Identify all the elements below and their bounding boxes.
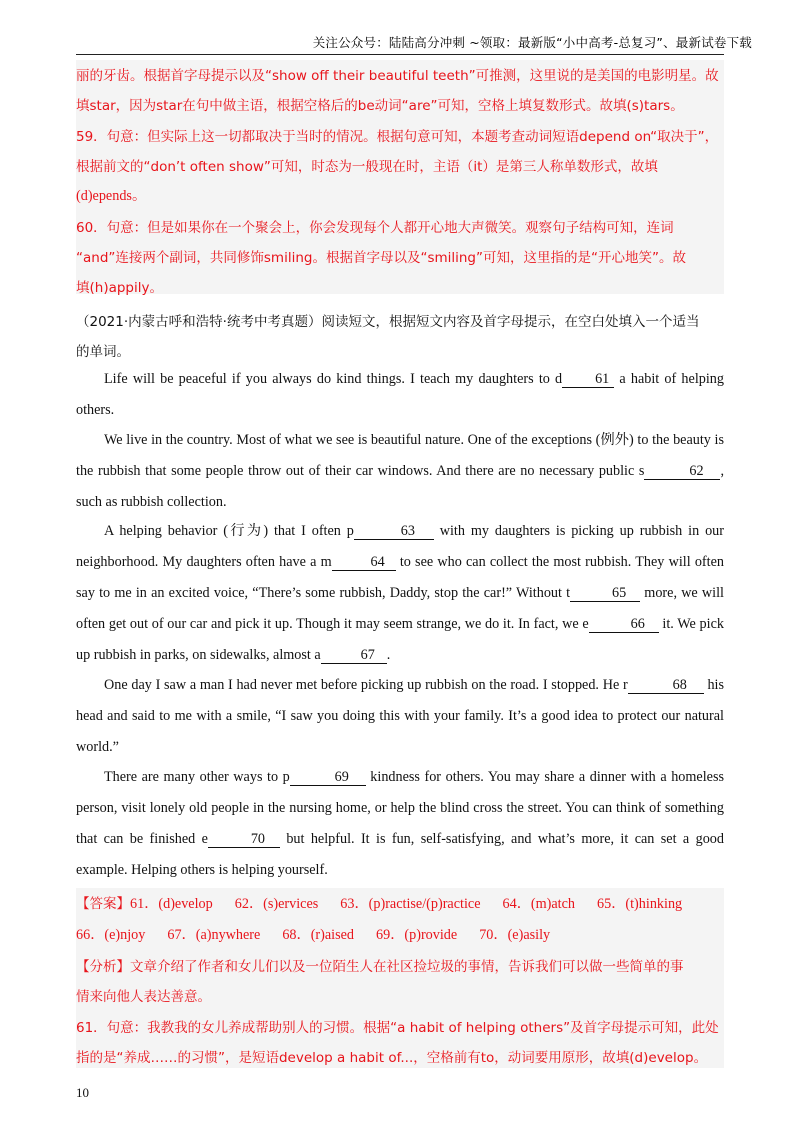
explanation-line: 59．句意：但实际上这一切都取决于当时的情况。根据句意可知，本题考查动词短语depend on“取决于”， bbox=[76, 129, 719, 145]
answer-row bbox=[76, 892, 704, 913]
blank-70[interactable]: 70 bbox=[208, 831, 280, 848]
explanation-line: “and”连接两个副词，共同修饰smiling。根据首字母以及“smiling”可知，这里指的是“开心地笑”。故 bbox=[76, 250, 686, 266]
answer-item: 61．(d)evelop bbox=[130, 896, 213, 912]
passage-paragraph: One day I saw a man I had never met before picking up rubbish on the road. I stopped. He r 68 his head and said to me with a smile, “I saw you doing this with your family. It’s a good idea to protect our natural world.” bbox=[76, 677, 725, 755]
explanation-line: 根据前文的“don’t often show”可知，时态为一般现在时，主语（it）是第三人称单数形式，故填 bbox=[76, 159, 658, 175]
question-source: （2021·内蒙古呼和浩特·统考中考真题）阅读短文，根据短文内容及首字母提示，在空白处填入一个适当 bbox=[76, 314, 700, 330]
blank-68[interactable]: 68 bbox=[628, 677, 704, 694]
explanation-line: 填(h)appily。 bbox=[76, 280, 163, 296]
analysis-line: 61．句意：我教我的女儿养成帮助别人的习惯。根据“a habit of helping others”及首字母提示可知，此处 bbox=[76, 1020, 719, 1036]
answer-item: 69．(p)rovide bbox=[376, 927, 458, 943]
passage-paragraph: There are many other ways to p 69 kindness for others. You may share a dinner with a homeless person, visit lonely old people in the nursing home, or help the blind cross the street. You can think of something that can be finished e 70 but helpful. It is fun, self-satisfying, and what’s more, it can set a good example. Helping others is helping yourself. bbox=[76, 769, 724, 878]
analysis-line: 【分析】文章介绍了作者和女儿们以及一位陌生人在社区捡垃圾的事情，告诉我们可以做一些简单的事 bbox=[76, 959, 684, 975]
analysis-line: 情来向他人表达善意。 bbox=[76, 989, 211, 1005]
blank-69[interactable]: 69 bbox=[290, 769, 366, 786]
blank-64[interactable]: 64 bbox=[332, 554, 396, 571]
blank-62[interactable]: 62 bbox=[644, 463, 720, 480]
passage-paragraph: A helping behavior (行为) that I often p 63 with my daughters is picking up rubbish in our neighborhood. My daughters often have a m 64 to see who can collect the most rubbish. They will often say to me in an excited voice, “There’s some rubbish, Daddy, stop the car!” Without t 65 more, we will often get out of our car and pick it up. Though it may seem strange, we do it. In fact, we e 66 it. We pick up rubbish in parks, on sidewalks, almost a 67 . bbox=[76, 523, 724, 663]
passage-paragraph: Life will be peaceful if you always do kind things. I teach my daughters to d 61 a habit of helping others. bbox=[76, 371, 724, 418]
explanation-line: 丽的牙齿。根据首字母提示以及“show off their beautiful teeth”可推测，这里说的是美国的电影明星。故 bbox=[76, 68, 719, 84]
answer-item: 62．(s)ervices bbox=[234, 896, 319, 912]
blank-65[interactable]: 65 bbox=[570, 585, 640, 602]
answer-row bbox=[76, 924, 572, 944]
answer-item: 67．(a)nywhere bbox=[167, 927, 261, 943]
page-number: 10 bbox=[76, 1085, 89, 1100]
question-source: 的单词。 bbox=[76, 344, 130, 360]
explanation-line: (d)epends。 bbox=[76, 188, 147, 204]
answer-item: 66．(e)njoy bbox=[76, 927, 146, 943]
analysis-line: 指的是“养成……的习惯”，是短语develop a habit of...，空格前有to，动词要用原形，故填(d)evelop。 bbox=[76, 1050, 708, 1066]
blank-63[interactable]: 63 bbox=[354, 523, 434, 540]
answer-item: 68．(r)aised bbox=[282, 927, 355, 943]
header-divider bbox=[76, 54, 724, 55]
explanation-line: 填star，因为star在句中做主语，根据空格后的be动词“are”可知，空格上填复数形式。故填(s)tars。 bbox=[76, 98, 684, 114]
answer-block bbox=[76, 888, 724, 1068]
blank-66[interactable]: 66 bbox=[589, 616, 659, 633]
analysis-label: 【分析】 bbox=[76, 959, 130, 975]
answer-label: 【答案】 bbox=[76, 896, 130, 912]
blank-67[interactable]: 67 bbox=[321, 647, 387, 664]
answer-item: 64．(m)atch bbox=[502, 896, 576, 912]
page-header: 关注公众号：陆陆高分冲刺 ~领取：最新版“小中高考-总复习”、最新试卷下载 bbox=[312, 35, 752, 50]
passage-paragraph: We live in the country. Most of what we see is beautiful nature. One of the exceptions (例外) to the beauty is the rubbish that some people throw out of their car windows. And there are no necessary public s 62 , such as rubbish collection. bbox=[76, 432, 724, 510]
answer-item: 63．(p)ractise/(p)ractice bbox=[340, 896, 481, 912]
answer-item: 70．(e)asily bbox=[479, 927, 551, 943]
explanation-line: 60．句意：但是如果你在一个聚会上，你会发现每个人都开心地大声微笑。观察句子结构可知，连词 bbox=[76, 220, 674, 236]
blank-61[interactable]: 61 bbox=[562, 371, 614, 388]
answer-item: 65．(t)hinking bbox=[597, 896, 683, 912]
